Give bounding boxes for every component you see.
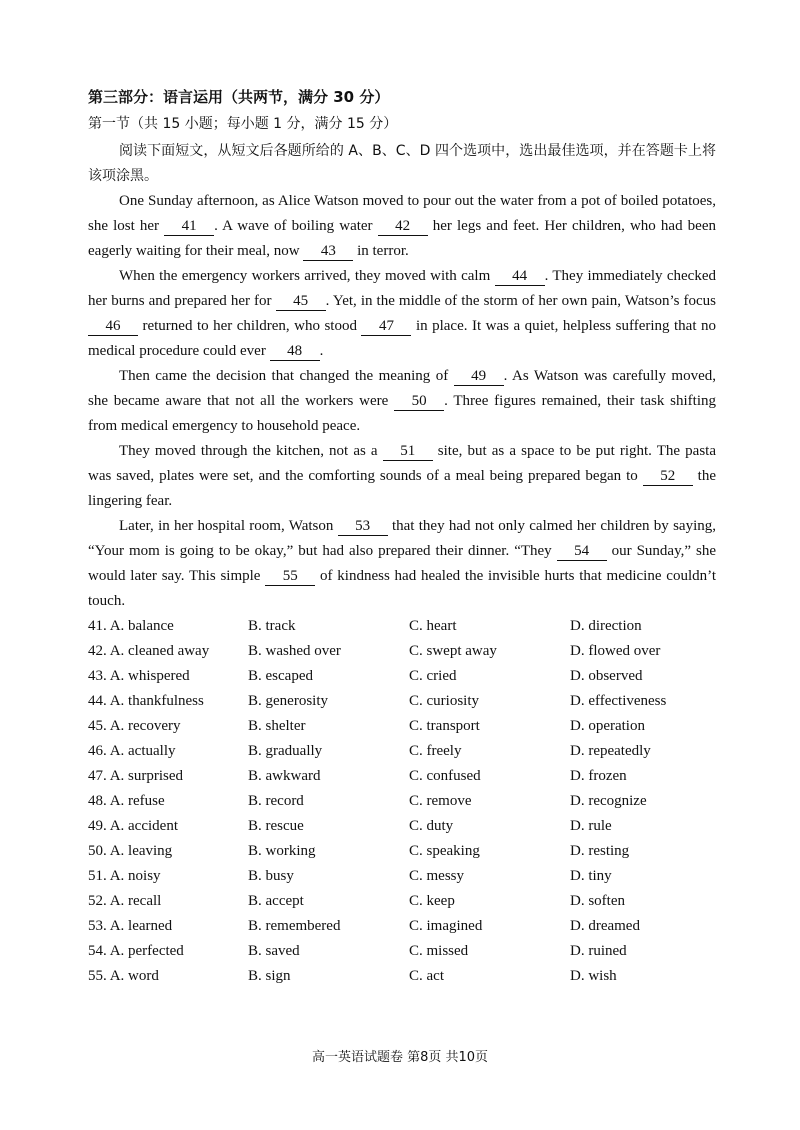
question-row-45 [88,714,728,739]
option-a [88,964,248,989]
question-row-47 [88,764,728,789]
option-c: C. freely [409,743,462,759]
passage-text: returned to her children, who stood [138,318,362,334]
question-number: 53. [88,918,107,934]
option-a [88,889,248,914]
passage-paragraph [88,364,716,439]
option-d: D. dreamed [570,918,640,934]
question-number: 41. [88,618,107,634]
question-number: 54. [88,943,107,959]
option-d: D. recognize [570,793,647,809]
option-c: C. act [409,968,444,984]
question-row-43 [88,664,728,689]
page-footer: 高一英语试题卷 第8页 共10页 [311,1050,489,1065]
question-row-41 [88,614,728,639]
question-row-54 [88,939,728,964]
option-c: C. heart [409,618,457,634]
option-d: D. direction [570,618,642,634]
section-subtitle: 第一节（共 15 小题；每小题 1 分，满分 15 分） [88,116,398,132]
passage [88,189,716,614]
passage-text: Then came the decision that changed the meaning of [119,368,454,384]
passage-text: . They immediately checked her burns and prepared her for [88,268,716,309]
passage-container [88,139,716,614]
passage-text: site, but as a space to be put right. The pasta was saved, plates were set, and the comforting sounds of a meal being prepared began to [88,443,717,484]
blank-49: 49 [454,368,504,386]
option-d: D. wish [570,968,617,984]
option-a [88,864,248,889]
option-c: C. speaking [409,843,480,859]
question-number: 43. [88,668,107,684]
question-row-49 [88,814,728,839]
option-b: B. awkward [248,768,321,784]
option-d: D. rule [570,818,612,834]
option-b: B. busy [248,868,294,884]
option-a-text: A. recovery [109,718,181,734]
blank-51: 51 [383,443,433,461]
option-a-text: A. whispered [109,668,190,684]
option-d: D. resting [570,843,630,859]
option-a-text: A. learned [109,918,173,934]
question-number: 55. [88,968,107,984]
question-number: 51. [88,868,107,884]
question-number: 46. [88,743,107,759]
blank-50: 50 [394,393,444,411]
blank-48: 48 [270,343,320,361]
passage-text: that they had not only calmed her children by saying, “Your mom is going to be okay,” but had also prepared their dinner. “They [88,518,716,559]
option-a-text: A. recall [109,893,162,909]
option-c: C. confused [409,768,481,784]
blank-52: 52 [643,468,693,486]
question-row-42 [88,639,728,664]
option-c: C. curiosity [409,693,479,709]
passage-paragraph [88,514,716,614]
option-b: B. track [248,618,296,634]
option-a [88,739,248,764]
question-number: 47. [88,768,107,784]
option-a [88,914,248,939]
option-c: C. messy [409,868,465,884]
option-c: C. duty [409,818,454,834]
option-b: B. saved [248,943,300,959]
option-c: C. imagined [409,918,483,934]
blank-54: 54 [557,543,607,561]
option-b: B. washed over [248,643,341,659]
passage-text: They moved through the kitchen, not as a [119,443,383,459]
option-d: D. ruined [570,943,627,959]
passage-text: . A wave of boiling water [214,218,378,234]
option-d: D. observed [570,668,643,684]
blank-41: 41 [164,218,214,236]
question-row-52 [88,889,728,914]
option-d: D. soften [570,893,625,909]
option-a [88,689,248,714]
option-a-text: A. cleaned away [109,643,210,659]
blank-53: 53 [338,518,388,536]
passage-text: . As Watson was carefully moved, she became aware that not all the workers were [88,368,716,409]
question-row-46 [88,739,728,764]
option-a [88,939,248,964]
option-d: D. operation [570,718,645,734]
question-number: 44. [88,693,107,709]
option-c: C. cried [409,668,457,684]
option-a [88,714,248,739]
option-a [88,814,248,839]
option-a [88,614,248,639]
option-d: D. frozen [570,768,627,784]
option-a-text: A. leaving [109,843,173,859]
section-title: 第三部分：语言运用（共两节，满分 30 分） [88,88,390,106]
option-b: B. working [248,843,316,859]
question-row-51 [88,864,728,889]
option-b: B. shelter [248,718,306,734]
question-number: 48. [88,793,107,809]
option-a-text: A. noisy [109,868,161,884]
option-c: C. transport [409,718,480,734]
blank-43: 43 [303,243,353,261]
answer-options [88,614,728,989]
option-a-text: A. perfected [109,943,184,959]
option-a [88,789,248,814]
instructions: 阅读下面短文，从短文后各题所给的 A、B、C、D 四个选项中，选出最佳选项，并在答题卡上将该项涂黑。 [88,143,716,184]
passage-text: . Three figures remained, their task shifting from medical emergency to household peace. [88,393,716,434]
passage-text: our Sunday,” she would later say. This simple [88,543,716,584]
option-a-text: A. refuse [109,793,165,809]
passage-text: in terror. [353,243,409,259]
question-number: 42. [88,643,107,659]
option-b: B. accept [248,893,304,909]
option-a [88,839,248,864]
option-b: B. remembered [248,918,341,934]
question-row-55 [88,964,728,989]
question-row-50 [88,839,728,864]
option-c: C. swept away [409,643,497,659]
option-a-text: A. thankfulness [109,693,204,709]
blank-46: 46 [88,318,138,336]
option-a [88,664,248,689]
passage-text: her legs and feet. Her children, who had been eagerly waiting for their meal, now [88,218,716,259]
question-row-48 [88,789,728,814]
question-row-44 [88,689,728,714]
option-a-text: A. word [109,968,159,984]
passage-text: of kindness had healed the invisible hurts that medicine couldn’t touch. [88,568,716,609]
question-number: 45. [88,718,107,734]
question-number: 49. [88,818,107,834]
passage-paragraph [88,189,716,264]
option-a-text: A. surprised [109,768,184,784]
passage-text: in place. It was a quiet, helpless suffering that no medical procedure could ever [88,318,716,359]
option-d: D. effectiveness [570,693,667,709]
option-b: B. sign [248,968,291,984]
option-a [88,639,248,664]
option-a-text: A. accident [109,818,178,834]
option-b: B. gradually [248,743,323,759]
option-b: B. record [248,793,304,809]
option-c: C. keep [409,893,455,909]
blank-55: 55 [265,568,315,586]
passage-text: One Sunday afternoon, as Alice Watson moved to pour out the water from a pot of boiled potatoes, she lost her [88,193,716,234]
option-a-text: A. balance [109,618,174,634]
blank-42: 42 [378,218,428,236]
option-c: C. remove [409,793,472,809]
passage-text: . [319,343,324,359]
passage-text: Later, in her hospital room, Watson [119,518,338,534]
option-b: B. generosity [248,693,328,709]
passage-text: the lingering fear. [88,468,716,509]
question-number: 52. [88,893,107,909]
option-d: D. repeatedly [570,743,651,759]
blank-47: 47 [361,318,411,336]
passage-paragraph [88,264,716,364]
option-a-text: A. actually [109,743,176,759]
option-c: C. missed [409,943,469,959]
blank-44: 44 [495,268,545,286]
option-b: B. rescue [248,818,304,834]
blank-45: 45 [276,293,326,311]
passage-text: . Yet, in the middle of the storm of her own pain, Watson’s focus [325,293,717,309]
option-d: D. tiny [570,868,612,884]
passage-text: When the emergency workers arrived, they moved with calm [119,268,495,284]
option-a [88,764,248,789]
option-b: B. escaped [248,668,313,684]
passage-paragraph [88,439,716,514]
question-number: 50. [88,843,107,859]
question-row-53 [88,914,728,939]
option-d: D. flowed over [570,643,661,659]
